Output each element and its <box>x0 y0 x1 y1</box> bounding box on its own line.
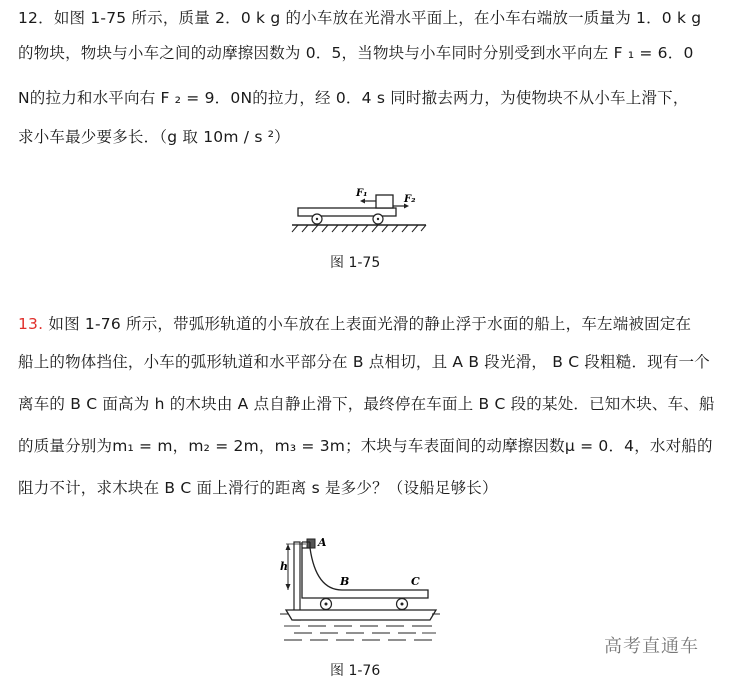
label-c: C <box>411 575 420 588</box>
figure-1-75-diagram <box>290 180 440 240</box>
watermark: 高考直通车 <box>604 636 699 657</box>
label-f1: F₁ <box>356 188 368 199</box>
cart-arc-track <box>302 542 428 598</box>
problem13-line4: 的质量分别为m₁ = m，m₂ = 2m，m₃ = 3m；木块与车表面间的动摩擦因数μ = 0．4，水对船的 <box>18 437 713 455</box>
figure-1-76-diagram <box>280 532 440 650</box>
figure-1-75-caption: 图 1-75 <box>330 255 381 271</box>
label-f2: F₂ <box>404 194 416 205</box>
block <box>376 195 393 208</box>
figure-1-76-caption: 图 1-76 <box>330 663 381 679</box>
problem13-line1-text: 如图 1-76 所示，带弧形轨道的小车放在上表面光滑的静止浮于水面的船上，车左端被固定在 <box>43 315 692 333</box>
problem12-line4: 求小车最少要多长．（g 取 10m / s ²） <box>18 128 290 146</box>
problem12-line3: N的拉力和水平向右 F ₂ = 9．0N的拉力，经 0．4 s 同时撤去两力，为使物块不从小车上滑下， <box>18 89 689 107</box>
label-h: h <box>280 560 288 573</box>
problem13-line5: 阻力不计，求木块在 B C 面上滑行的距离 s 是多少？（设船足够长） <box>18 479 498 497</box>
boat <box>286 610 436 620</box>
problem12-line1: 12．如图 1-75 所示，质量 2．0 k g 的小车放在光滑水平面上，在小车右端放一质量为 1．0 k g <box>18 9 702 27</box>
label-a: A <box>318 536 327 549</box>
problem12-line2: 的物块，物块与小车之间的动摩擦因数为 0．5，当物块与小车同时分别受到水平向左 F ₁ = 6．0 <box>18 44 694 62</box>
label-b: B <box>340 575 350 588</box>
problem13-line1 <box>18 314 691 334</box>
problem13-line3: 离车的 B C 面高为 h 的木块由 A 点自静止滑下，最终停在车面上 B C 段的某处．已知木块、车、船 <box>18 395 715 413</box>
problem13-number: 13. <box>18 315 44 333</box>
problem13-line2: 船上的物体挡住，小车的弧形轨道和水平部分在 B 点相切，且 A B 段光滑， B C 段粗糙．现有一个 <box>18 353 710 371</box>
block-a <box>307 539 315 548</box>
